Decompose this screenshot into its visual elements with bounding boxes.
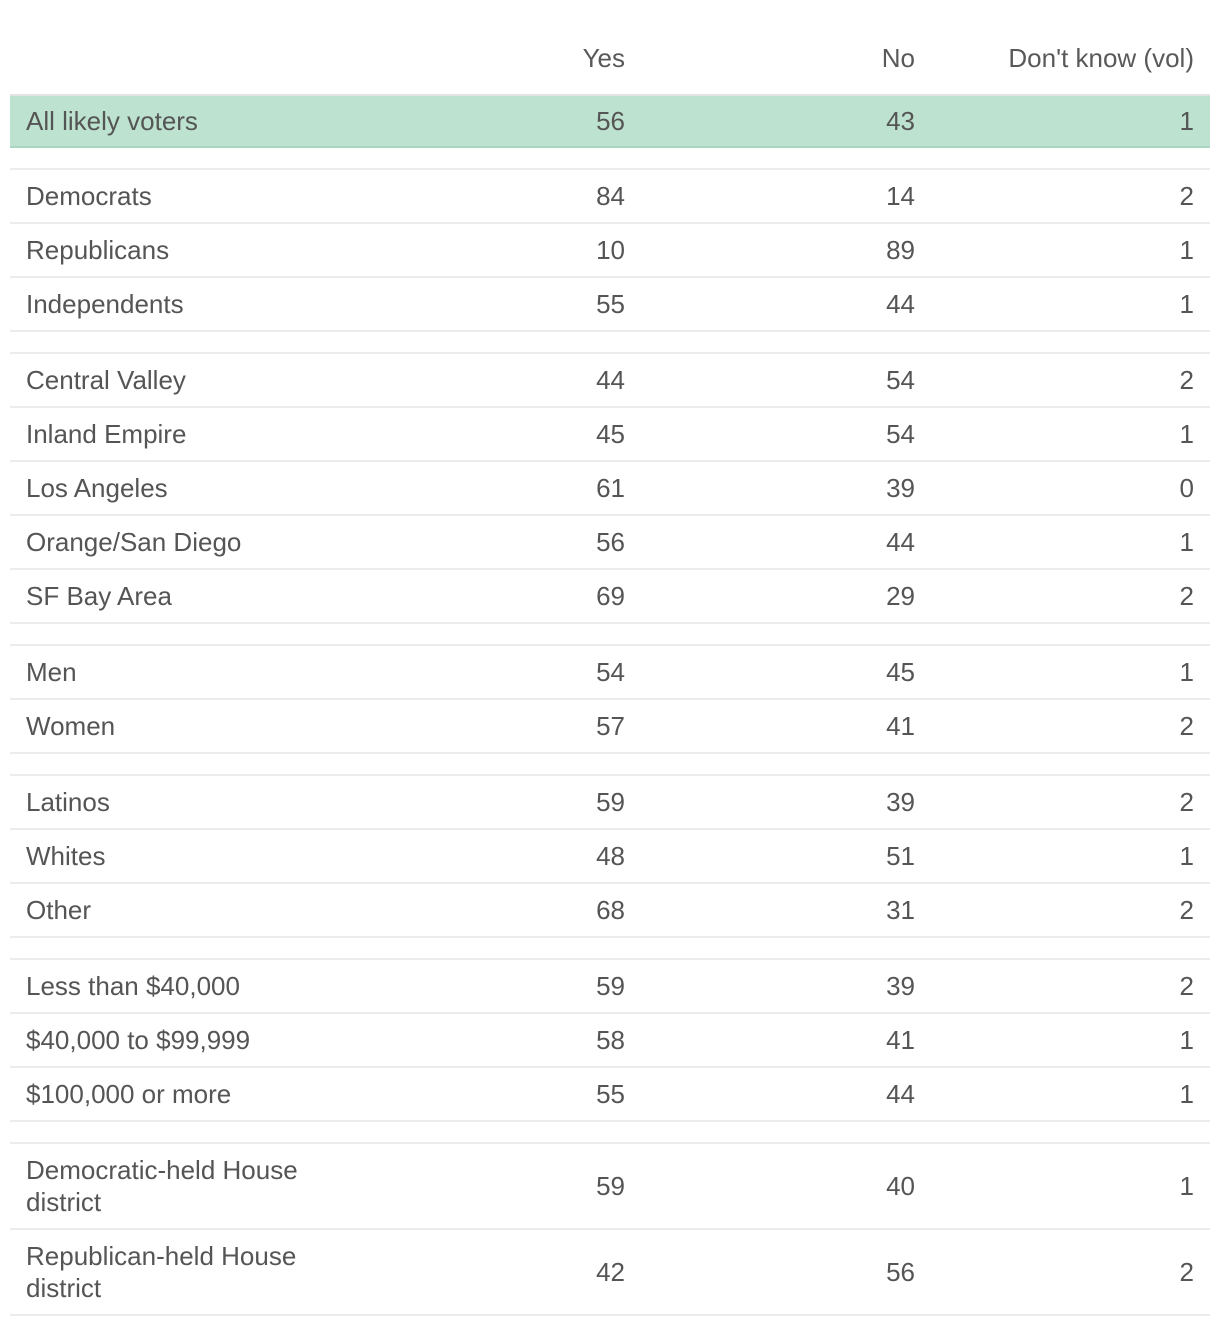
header-label-column xyxy=(10,74,410,94)
table-row xyxy=(10,1144,1210,1230)
row-no-value: 29 xyxy=(886,580,915,611)
row-no-value: 43 xyxy=(886,105,915,136)
row-yes-value: 69 xyxy=(596,580,625,611)
row-dont-know-value: 1 xyxy=(1179,1024,1194,1055)
row-label-line: district xyxy=(26,1273,102,1303)
row-no-value: 39 xyxy=(886,786,915,817)
row-yes-value: 84 xyxy=(596,180,625,211)
row-yes-value: 56 xyxy=(596,105,625,136)
row-label: Whites xyxy=(26,840,106,871)
row-yes-value: 59 xyxy=(596,786,625,817)
row-dont-know-value: 0 xyxy=(1179,472,1194,503)
row-label: Inland Empire xyxy=(26,418,187,449)
row-no-value: 40 xyxy=(886,1170,915,1201)
row-yes-value: 58 xyxy=(596,1024,625,1055)
row-dont-know-value: 1 xyxy=(1179,105,1194,136)
row-no-value: 44 xyxy=(886,1078,915,1109)
table-row xyxy=(10,516,1210,570)
row-yes-value: 42 xyxy=(596,1256,625,1287)
table-row xyxy=(10,700,1210,754)
row-dont-know-value: 1 xyxy=(1179,1170,1194,1201)
row-yes-value: 59 xyxy=(596,970,625,1001)
table-row xyxy=(10,224,1210,278)
table-row xyxy=(10,408,1210,462)
row-no-value: 41 xyxy=(886,1024,915,1055)
row-dont-know-value: 1 xyxy=(1179,234,1194,265)
table-row xyxy=(10,646,1210,700)
table-row xyxy=(10,278,1210,332)
row-yes-value: 45 xyxy=(596,418,625,449)
row-label: Less than $40,000 xyxy=(26,970,240,1001)
row-yes-value: 44 xyxy=(596,364,625,395)
row-yes-value: 68 xyxy=(596,894,625,925)
table-row xyxy=(10,830,1210,884)
row-yes-value: 55 xyxy=(596,288,625,319)
row-yes-value: 56 xyxy=(596,526,625,557)
group-divider xyxy=(10,148,1210,170)
table-body xyxy=(10,148,1210,1316)
table-row xyxy=(10,884,1210,938)
row-no-value: 89 xyxy=(886,234,915,265)
row-dont-know-value: 2 xyxy=(1179,180,1194,211)
row-no-value: 45 xyxy=(886,656,915,687)
row-dont-know-value: 2 xyxy=(1179,894,1194,925)
row-label: Women xyxy=(26,710,116,741)
row-no-value: 51 xyxy=(886,840,915,871)
row-no-value: 44 xyxy=(886,526,915,557)
header-no: No xyxy=(881,43,915,73)
table-row xyxy=(10,354,1210,408)
table-header xyxy=(10,0,1210,96)
survey-table xyxy=(10,0,1210,1316)
row-dont-know-value: 1 xyxy=(1179,1078,1194,1109)
row-dont-know-value: 1 xyxy=(1179,656,1194,687)
table-row xyxy=(10,1014,1210,1068)
row-yes-value: 54 xyxy=(596,656,625,687)
row-dont-know-value: 2 xyxy=(1179,710,1194,741)
group-divider xyxy=(10,1122,1210,1144)
row-label: SF Bay Area xyxy=(26,580,172,611)
row-label: Latinos xyxy=(26,786,110,817)
row-label: Republicans xyxy=(26,234,170,265)
table-row xyxy=(10,960,1210,1014)
group-divider xyxy=(10,332,1210,354)
row-no-value: 54 xyxy=(886,364,915,395)
row-label: Other xyxy=(26,894,92,925)
table-row xyxy=(10,170,1210,224)
row-dont-know-value: 2 xyxy=(1179,786,1194,817)
row-label: All likely voters xyxy=(26,105,198,136)
row-label: Independents xyxy=(26,288,184,319)
row-yes-value: 57 xyxy=(596,710,625,741)
row-label-line: Republican-held House xyxy=(26,1241,297,1271)
row-label: Los Angeles xyxy=(26,472,168,503)
row-yes-value: 10 xyxy=(596,234,625,265)
table-row-all-likely-voters xyxy=(10,96,1210,148)
group-divider xyxy=(10,938,1210,960)
row-label: Orange/San Diego xyxy=(26,526,242,557)
table-row xyxy=(10,570,1210,624)
row-dont-know-value: 2 xyxy=(1179,970,1194,1001)
row-label: $100,000 or more xyxy=(26,1078,232,1109)
row-label-line: district xyxy=(26,1187,102,1217)
row-no-value: 14 xyxy=(886,180,915,211)
row-no-value: 39 xyxy=(886,472,915,503)
table-row xyxy=(10,1230,1210,1316)
row-yes-value: 59 xyxy=(596,1170,625,1201)
row-yes-value: 55 xyxy=(596,1078,625,1109)
row-label: Democrats xyxy=(26,180,152,211)
table-row xyxy=(10,462,1210,516)
row-no-value: 44 xyxy=(886,288,915,319)
row-yes-value: 48 xyxy=(596,840,625,871)
row-label-line: Democratic-held House xyxy=(26,1155,298,1185)
row-no-value: 56 xyxy=(886,1256,915,1287)
row-label: Central Valley xyxy=(26,364,186,395)
group-divider xyxy=(10,754,1210,776)
row-no-value: 41 xyxy=(886,710,915,741)
row-label: $40,000 to $99,999 xyxy=(26,1024,251,1055)
row-dont-know-value: 1 xyxy=(1179,288,1194,319)
header-dont-know: Don't know (vol) xyxy=(1008,43,1194,73)
row-label xyxy=(10,1240,410,1304)
row-dont-know-value: 2 xyxy=(1179,1256,1194,1287)
row-dont-know-value: 1 xyxy=(1179,526,1194,557)
row-dont-know-value: 1 xyxy=(1179,840,1194,871)
row-yes-value: 61 xyxy=(596,472,625,503)
row-dont-know-value: 2 xyxy=(1179,580,1194,611)
row-no-value: 31 xyxy=(886,894,915,925)
row-label xyxy=(10,1154,410,1218)
table-row xyxy=(10,1068,1210,1122)
table-row xyxy=(10,776,1210,830)
group-divider xyxy=(10,624,1210,646)
row-dont-know-value: 1 xyxy=(1179,418,1194,449)
row-no-value: 54 xyxy=(886,418,915,449)
row-no-value: 39 xyxy=(886,970,915,1001)
header-yes: Yes xyxy=(582,43,625,73)
row-dont-know-value: 2 xyxy=(1179,364,1194,395)
row-label: Men xyxy=(26,656,77,687)
